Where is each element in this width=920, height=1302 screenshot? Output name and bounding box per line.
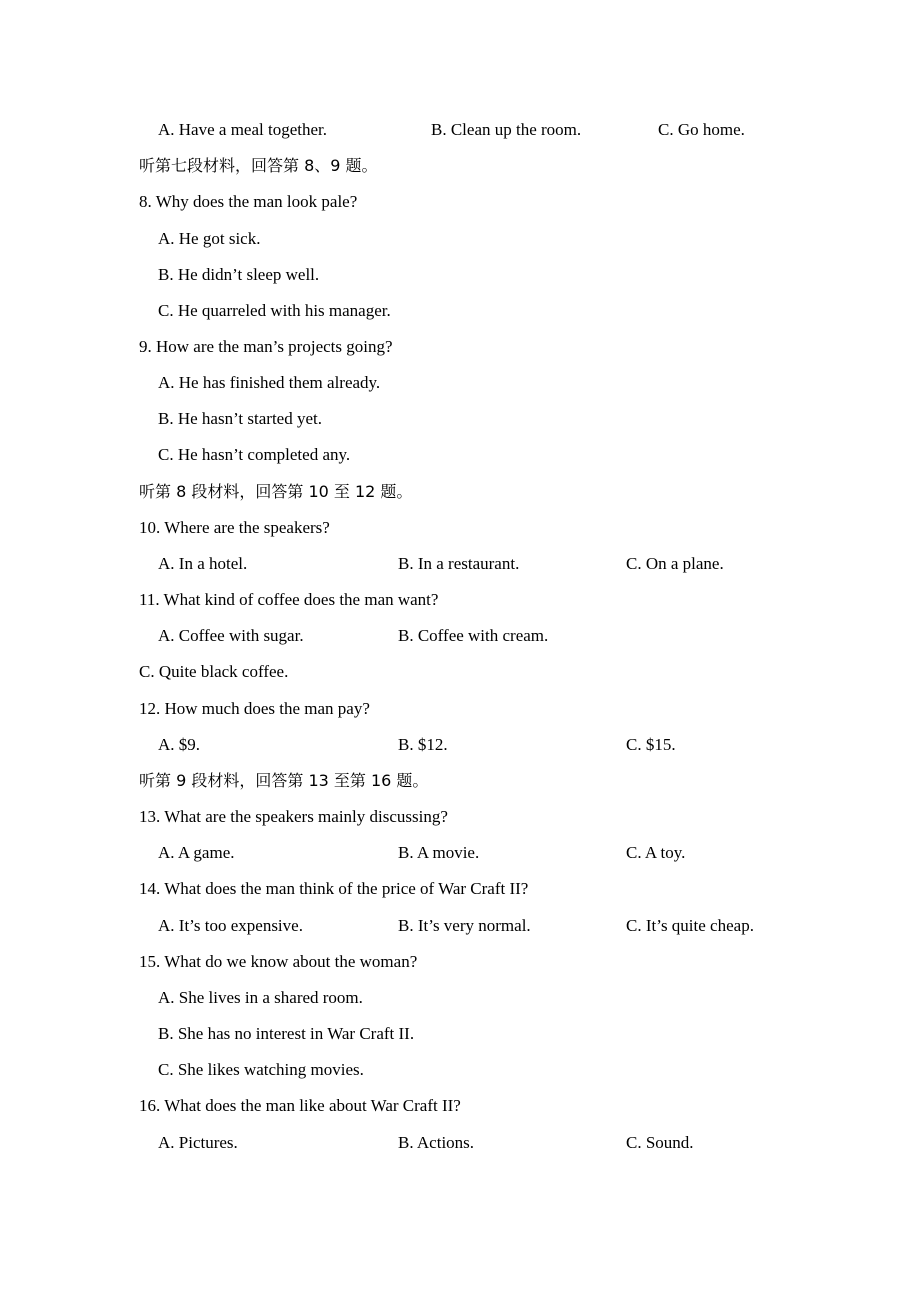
- q7-option-a: A. Have a meal together.: [158, 120, 327, 139]
- q9-option-c: C. He hasn’t completed any.: [158, 445, 351, 464]
- q14-option-c: C. It’s quite cheap.: [626, 916, 754, 935]
- q8-option-b: B. He didn’t sleep well.: [158, 265, 320, 284]
- q11-option-b: B. Coffee with cream.: [398, 626, 549, 645]
- q12-option-a: A. $9.: [158, 735, 201, 754]
- q11-option-c: C. Quite black coffee.: [139, 662, 289, 681]
- q10-option-a: A. In a hotel.: [158, 554, 248, 573]
- q8-option-a: A. He got sick.: [158, 229, 261, 248]
- q9-option-a: A. He has finished them already.: [158, 373, 381, 392]
- q13-stem: 13. What are the speakers mainly discussing?: [139, 807, 448, 826]
- q10-option-c: C. On a plane.: [626, 554, 724, 573]
- q16-option-b: B. Actions.: [398, 1133, 475, 1152]
- q13-option-c: C. A toy.: [626, 843, 686, 862]
- q7-option-c: C. Go home.: [658, 120, 745, 139]
- q10-stem: 10. Where are the speakers?: [139, 518, 330, 537]
- section-8-heading: 听第 8 段材料，回答第 10 至 12 题。: [139, 482, 413, 501]
- q16-option-c: C. Sound.: [626, 1133, 694, 1152]
- q16-stem: 16. What does the man like about War Craft II?: [139, 1096, 461, 1115]
- q13-option-a: A. A game.: [158, 843, 235, 862]
- q11-option-a: A. Coffee with sugar.: [158, 626, 304, 645]
- q10-option-b: B. In a restaurant.: [398, 554, 520, 573]
- q13-option-b: B. A movie.: [398, 843, 480, 862]
- section-7-heading: 听第七段材料，回答第 8、9 题。: [139, 156, 378, 175]
- q8-option-c: C. He quarreled with his manager.: [158, 301, 391, 320]
- q15-option-a: A. She lives in a shared room.: [158, 988, 363, 1007]
- q12-option-c: C. $15.: [626, 735, 676, 754]
- q16-option-a: A. Pictures.: [158, 1133, 238, 1152]
- q14-stem: 14. What does the man think of the price of War Craft II?: [139, 879, 529, 898]
- q15-stem: 15. What do we know about the woman?: [139, 952, 418, 971]
- q12-option-b: B. $12.: [398, 735, 448, 754]
- q14-option-b: B. It’s very normal.: [398, 916, 531, 935]
- q12-stem: 12. How much does the man pay?: [139, 699, 370, 718]
- q7-option-b: B. Clean up the room.: [431, 120, 582, 139]
- q15-option-c: C. She likes watching movies.: [158, 1060, 364, 1079]
- q15-option-b: B. She has no interest in War Craft II.: [158, 1024, 415, 1043]
- q14-option-a: A. It’s too expensive.: [158, 916, 303, 935]
- section-9-heading: 听第 9 段材料，回答第 13 至第 16 题。: [139, 771, 429, 790]
- q9-option-b: B. He hasn’t started yet.: [158, 409, 322, 428]
- q8-stem: 8. Why does the man look pale?: [139, 192, 358, 211]
- q11-stem: 11. What kind of coffee does the man want?: [139, 590, 439, 609]
- q9-stem: 9. How are the man’s projects going?: [139, 337, 393, 356]
